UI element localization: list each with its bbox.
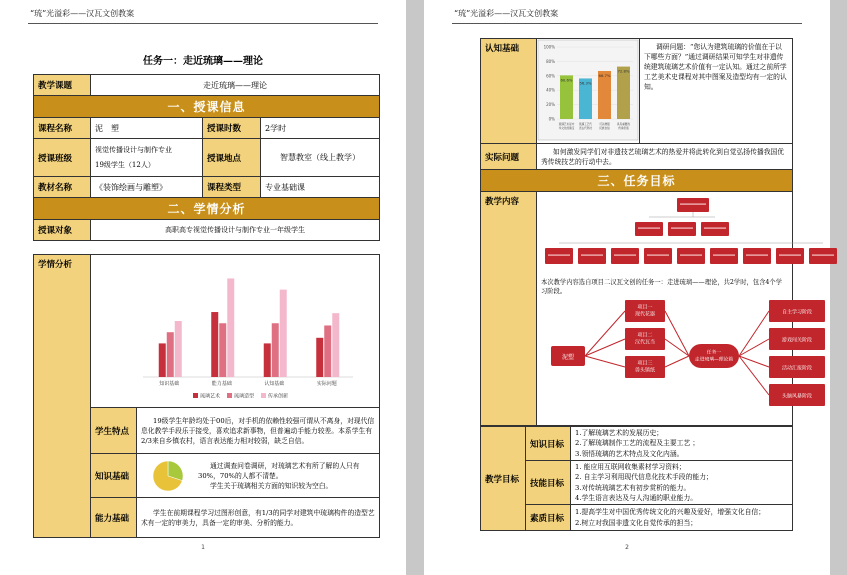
y-tick-label: 20%: [546, 102, 555, 108]
problem-text: 如何激发同学们对非遗技艺琉璃艺术的热爱并将此转化到自觉弘扬传播我国优秀传统技艺的行动中去。: [537, 144, 793, 170]
flow-connector: [665, 311, 689, 356]
class-value-line2: 19级学生（12人）: [95, 161, 155, 169]
flow-node-project-label: 现代花器: [634, 311, 656, 318]
flow-node-project-label: 兽头镇纸: [634, 367, 656, 374]
org-node: [545, 248, 573, 264]
list-item: 2. 自主学习利用现代信息化技术手段的能力；: [575, 473, 713, 481]
org-node: [635, 222, 663, 236]
flow-node-center-label: 泥塑: [561, 354, 575, 361]
page-header: “琉”光溢彩——汉瓦文创教案: [30, 9, 135, 18]
page-number-1: 1: [201, 544, 205, 551]
flow-node-stage-label: 自主学习阶段: [781, 309, 813, 316]
flow-node-project-label: 项目一: [637, 304, 653, 311]
list-item: 3.领悟琉璃的艺术特点及文化内涵。: [575, 449, 684, 458]
content-flow-diagram: [537, 296, 847, 420]
course-value: 泥 塑: [91, 118, 203, 139]
cognition-text: 调研问题：“您认为建筑琉璃的价值在于以下哪些方面？”通过调研结果可知学生对非遗传统建筑琉璃艺术价值有一定认知。通过之前所学工艺美术史课程对其中图案及造型均有一定的认知。: [640, 39, 793, 144]
flow-connector: [585, 356, 625, 367]
legend-swatch: [261, 393, 266, 398]
class-value: [91, 139, 203, 177]
list-item: 3.对传统琉璃艺术有初步赏析的能力。: [575, 483, 691, 492]
org-node-text-placeholder: [647, 255, 669, 256]
bar-3: [332, 313, 339, 377]
hours-label: 授课时数: [203, 118, 261, 139]
section-teaching-info: 一、授课信息: [34, 96, 380, 118]
y-tick-label: 60%: [546, 73, 555, 79]
org-node-text-placeholder: [671, 228, 693, 229]
analysis-table: [33, 254, 380, 538]
header-rule-2: [452, 23, 802, 24]
x-tick-label: 琉璃工艺代: [579, 123, 592, 126]
bar-2: [219, 323, 226, 377]
content-text: 本次教学内容选自项目二汉瓦文创的任务一：走进琉璃——理论，共2学时，包含4个学习阶段。: [541, 279, 782, 295]
flow-node-task: [689, 344, 739, 368]
knowledge-text-1: 通过调查问卷调研，对琉璃艺术有所了解的人只有30%，70%的人都不清楚。: [198, 461, 360, 480]
org-node-text-placeholder: [548, 255, 570, 256]
knowledge-pie-chart: [140, 456, 198, 496]
bar-3: [280, 290, 287, 377]
page-number-2: 2: [625, 544, 629, 551]
quality-goal-label: 素质目标: [526, 505, 571, 531]
y-tick-label: 40%: [546, 87, 555, 93]
hours-value: 2学时: [261, 118, 380, 139]
course-label: 课程名称: [34, 118, 91, 139]
flow-connector: [665, 356, 689, 367]
org-node: [677, 248, 705, 264]
knowledge-text-2: 学生关于琉璃相关方面的知识较为空白。: [210, 481, 333, 490]
list-item: 4.学生语言表达及与人沟通的职业能力。: [575, 494, 698, 502]
bar-1: [211, 312, 218, 377]
x-tick-label: 民族自信: [599, 127, 610, 130]
target-value: 高职高专视觉传播设计与制作专业一年级学生: [91, 220, 380, 241]
org-node: [776, 248, 804, 264]
bar-2: [272, 323, 279, 377]
list-item: 1.了解琉璃艺术的发展历史；: [575, 428, 664, 437]
legend-swatch: [227, 393, 232, 398]
data-label: 60.6%: [560, 77, 573, 83]
org-node: [668, 222, 696, 236]
analysis-label: 学情分析: [34, 255, 91, 538]
bar-2: [324, 325, 331, 377]
x-tick-label: 具有重要的: [617, 123, 630, 126]
lesson-value: 走近琉璃——理论: [91, 75, 380, 96]
org-node-text-placeholder: [704, 228, 726, 229]
traits-label: 学生特点: [91, 408, 137, 454]
section-task-goals: 三、任务目标: [481, 170, 793, 192]
list-item: 2.树立对我国非遗文化自觉传承的担当；: [575, 518, 698, 527]
org-node-text-placeholder: [638, 228, 660, 229]
y-tick-label: 80%: [546, 58, 555, 64]
legend-label: 琉璃艺术: [200, 393, 221, 400]
x-tick-label: 琉璃艺术是中: [558, 123, 575, 126]
data-label: 72.8%: [617, 68, 630, 74]
org-node-text-placeholder: [812, 255, 834, 256]
x-tick-label: 实际问题: [316, 381, 337, 387]
section-learning-analysis: 二、学情分析: [34, 198, 380, 220]
knowledge-cell: [137, 454, 380, 498]
org-node-text-placeholder: [581, 255, 603, 256]
cognition-chart-cell: [537, 39, 640, 144]
x-tick-label: 知识基础: [159, 381, 180, 387]
cognition-table: [480, 38, 813, 426]
org-node-text-placeholder: [746, 255, 768, 256]
y-tick-label: 100%: [543, 44, 555, 50]
org-node: [809, 248, 837, 264]
x-tick-label: 华文化的瑰宝: [558, 127, 575, 130]
skill-goal-list: [571, 461, 793, 505]
bar-3: [227, 278, 234, 377]
header-rule: [28, 23, 378, 24]
content-cell: [537, 192, 813, 426]
org-node: [611, 248, 639, 264]
class-label: 授课班级: [34, 139, 91, 177]
data-label: 66.7%: [598, 72, 611, 78]
org-node-text-placeholder: [614, 255, 636, 256]
org-node: [701, 222, 729, 236]
skill-goal-label: 技能目标: [526, 461, 571, 505]
flow-node-project-label: 项目二: [637, 332, 653, 339]
lesson-info-table: [33, 74, 380, 241]
page-header-2: “琉”光溢彩——汉瓦文创教案: [454, 9, 559, 18]
book-value: 《装饰绘画与雕塑》: [91, 177, 203, 198]
quality-goal-list: [571, 505, 793, 531]
type-value: 专业基础课: [261, 177, 380, 198]
org-node-text-placeholder: [680, 255, 702, 256]
org-node: [710, 248, 738, 264]
flow-node-project-label: 汉代瓦当: [634, 339, 656, 346]
task-title: 任务一：走近琉璃——理论: [143, 56, 263, 67]
knowledge-goal-label: 知识目标: [526, 427, 571, 461]
bar-1: [264, 343, 271, 377]
org-node-text-placeholder: [680, 204, 706, 205]
org-node: [743, 248, 771, 264]
list-item: 2.了解琉璃制作工艺的流程及主要工艺 ；: [575, 439, 700, 448]
page-two: [424, 0, 830, 575]
org-node-text-placeholder: [713, 255, 735, 256]
knowledge-label: 知识基础: [91, 454, 137, 498]
y-tick-label: 0%: [548, 116, 555, 122]
flow-connector: [665, 339, 689, 356]
flow-connector: [739, 339, 769, 356]
class-value-line1: 视觉传播设计与制作专业: [95, 146, 172, 154]
target-label: 授课对象: [34, 220, 91, 241]
legend-label: 传承创新: [268, 393, 289, 400]
list-item: 1. 能应用互联网收集素材学习资料；: [575, 462, 686, 471]
goals-table: [480, 426, 793, 531]
list-item: 1.提高学生对中国优秀传统文化的兴趣及爱好，增强文化自信；: [575, 508, 765, 516]
bar: [598, 71, 611, 119]
bar-1: [159, 343, 166, 377]
x-tick-label: 可以增强: [599, 123, 610, 126]
content-org-chart: [537, 192, 847, 276]
analysis-chart-cell: [91, 255, 380, 408]
bar-3: [175, 321, 182, 377]
type-label: 课程类型: [203, 177, 261, 198]
org-node: [644, 248, 672, 264]
place-label: 授课地点: [203, 139, 261, 177]
flow-connector: [585, 339, 625, 356]
analysis-bar-chart: [91, 255, 379, 405]
page-one: [0, 0, 406, 575]
problem-label: 实际问题: [481, 144, 537, 170]
bar-1: [316, 338, 323, 377]
flow-connector: [739, 311, 769, 356]
legend-label: 琉璃造型: [234, 393, 255, 400]
x-tick-label: 能力基础: [211, 381, 232, 387]
x-tick-label: 表古代科技: [579, 127, 592, 130]
lesson-label: 教学课题: [34, 75, 91, 96]
flow-node-task-label: 任务一: [706, 350, 722, 356]
flow-node-stage-label: 头脑风暴阶段: [781, 393, 813, 400]
flow-node-stage-label: 活动汇报阶段: [781, 365, 813, 372]
flow-connector: [585, 311, 625, 356]
traits-text: 19级学生年龄均处于00后，对手机的依赖性较强可谓从不离身，对现代信息化教学手段乐于接受，喜欢追求新事物，但普遍动手能力较差。本系学生有2/3来自乡镇农村，语言表达能力相对较弱，缺乏自信。: [137, 408, 380, 454]
bar: [617, 67, 630, 119]
org-node-text-placeholder: [779, 255, 801, 256]
org-node: [578, 248, 606, 264]
goal-label: 教学目标: [481, 427, 526, 531]
data-label: 56.3%: [579, 80, 592, 86]
knowledge-goal-list: [571, 427, 793, 461]
content-label: 教学内容: [481, 192, 537, 426]
place-value: 智慧教室（线上教学）: [261, 139, 380, 177]
x-tick-label: 认知基础: [264, 381, 285, 387]
x-tick-label: 传承价值: [618, 127, 629, 130]
ability-text: 学生在前期课程学习过图形创意，有1/3的同学对建筑中琉璃构件的造型艺术有一定的审美力，具备一定的审美、分析的能力。: [137, 498, 380, 538]
flow-node-stage-label: 游戏闯关阶段: [781, 337, 813, 344]
bar-2: [167, 332, 174, 377]
flow-node-project-label: 项目三: [637, 360, 653, 367]
cognition-bar-chart: [537, 39, 639, 141]
ability-label: 能力基础: [91, 498, 137, 538]
flow-node-task-label: 走进琉璃—理论篇: [694, 357, 734, 363]
cognition-label: 认知基础: [481, 39, 537, 144]
org-node: [677, 198, 709, 212]
book-label: 教材名称: [34, 177, 91, 198]
legend-swatch: [193, 393, 198, 398]
